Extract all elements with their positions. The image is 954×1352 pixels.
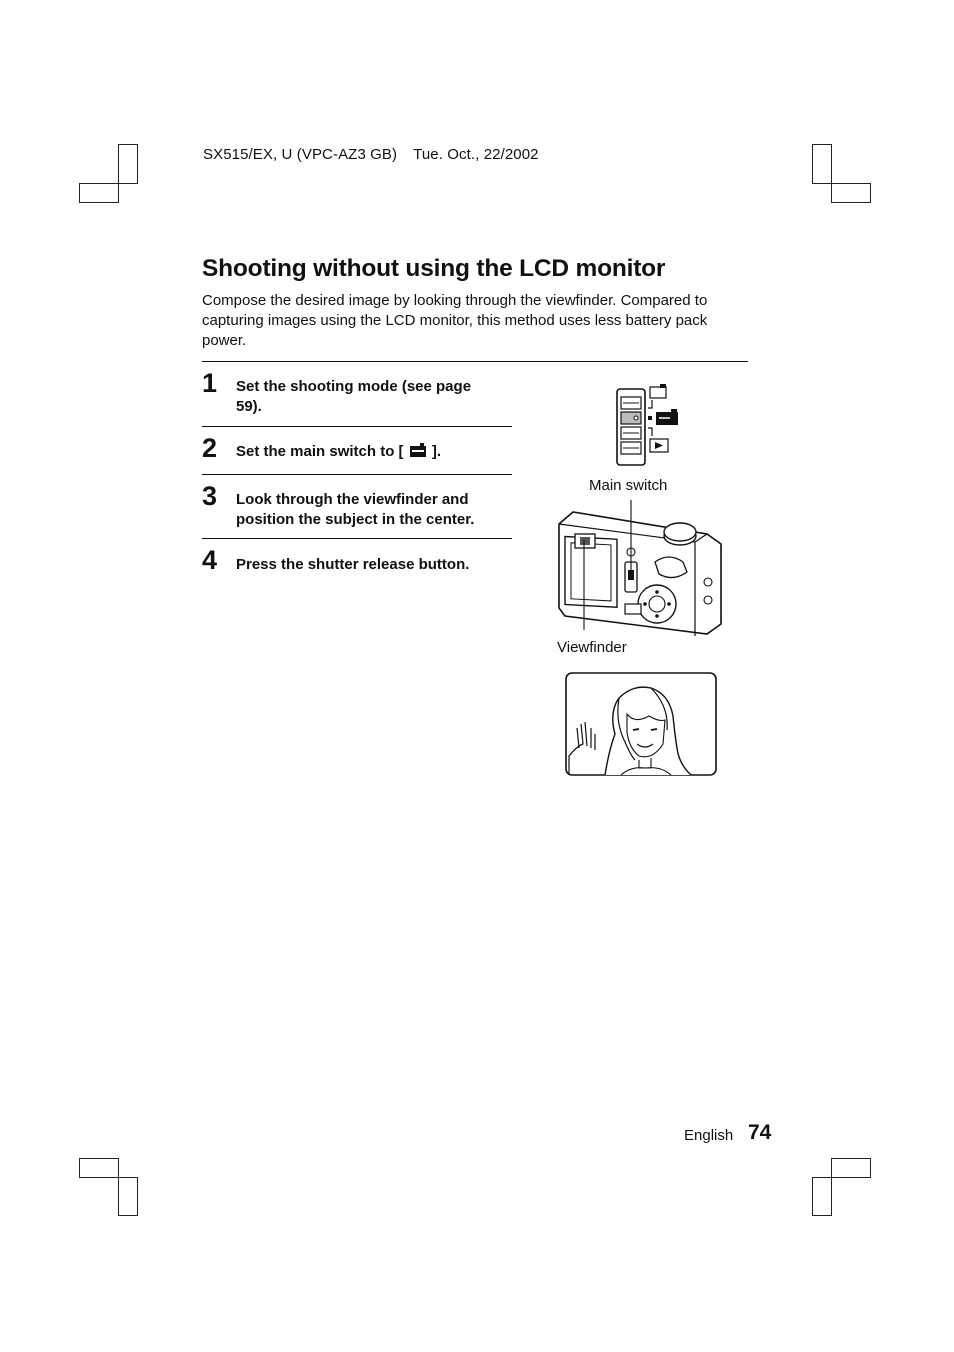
step-2-text-before: Set the main switch to [ xyxy=(236,443,404,460)
step-2-text xyxy=(236,442,506,462)
step-2-text-after: ]. xyxy=(431,443,442,460)
step-4-text: Press the shutter release button. xyxy=(236,556,470,573)
step-divider xyxy=(202,474,512,475)
step-3-text xyxy=(236,490,506,529)
document-header xyxy=(203,146,539,163)
header-model: SX515/EX, U (VPC-AZ3 GB) xyxy=(203,146,398,163)
camera-illustration xyxy=(555,496,727,646)
camera-mode-icon xyxy=(410,446,426,457)
step-3-line1: Look through the viewfinder and xyxy=(236,491,469,508)
footer-language: English xyxy=(684,1127,734,1144)
crop-mark-tr-vertical xyxy=(812,144,832,184)
main-switch-caption: Main switch xyxy=(589,477,668,494)
crop-mark-br-horizontal xyxy=(831,1158,871,1178)
step-2-number: 2 xyxy=(202,433,218,463)
crop-mark-bl-vertical xyxy=(118,1177,138,1216)
step-1-line2: 59). xyxy=(236,397,262,415)
step-divider xyxy=(202,426,512,427)
viewfinder-scene-illustration xyxy=(565,672,717,777)
step-3-number: 3 xyxy=(202,481,218,511)
step-1-text xyxy=(236,377,506,416)
viewfinder-caption: Viewfinder xyxy=(557,639,627,656)
crop-mark-tr-horizontal xyxy=(831,183,871,203)
step-1-number: 1 xyxy=(202,368,218,398)
page-title: Shooting without using the LCD monitor xyxy=(202,255,666,282)
main-switch-illustration xyxy=(614,383,684,468)
page-number: 74 xyxy=(748,1121,772,1144)
section-rule xyxy=(202,361,748,362)
crop-mark-tl-horizontal xyxy=(79,183,119,203)
crop-mark-tl-vertical xyxy=(118,144,138,184)
crop-mark-br-vertical xyxy=(812,1177,832,1216)
step-divider xyxy=(202,538,512,539)
step-3-line2: position the subject in the center. xyxy=(236,510,475,528)
header-date: Tue. Oct., 22/2002 xyxy=(413,146,539,163)
step-4-number: 4 xyxy=(202,545,218,575)
crop-mark-bl-horizontal xyxy=(79,1158,119,1178)
step-1-line1: Set the shooting mode (see page xyxy=(236,378,472,395)
intro-paragraph: Compose the desired image by looking through the viewfinder. Compared to capturing images using the LCD monitor, this method uses less battery pack power. xyxy=(202,292,708,349)
